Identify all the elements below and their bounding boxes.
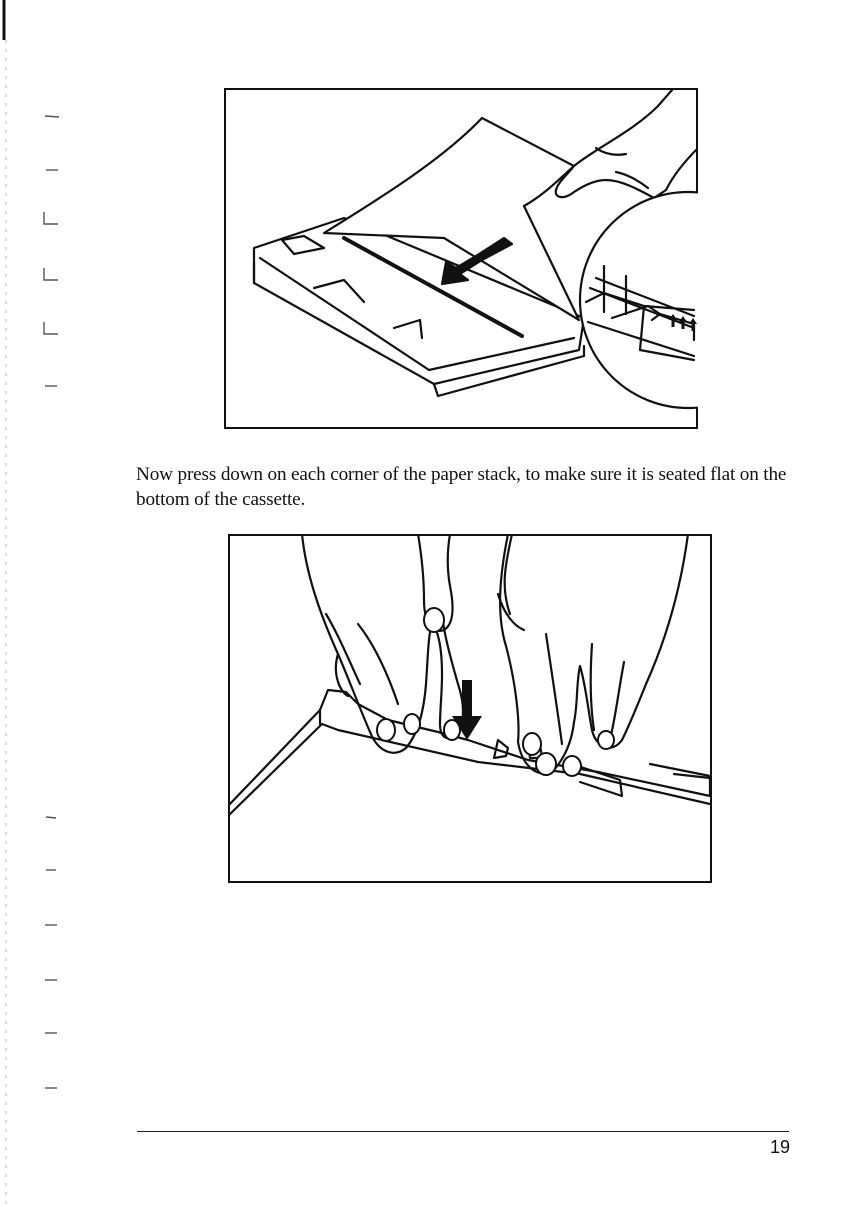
loading-paper-into-cassette-illustration	[224, 88, 698, 429]
footer-rule	[137, 1131, 789, 1132]
pressing-paper-stack-corners-illustration	[228, 534, 712, 883]
binding-edge-marks	[0, 0, 70, 1207]
instruction-caption: Now press down on each corner of the paper stack, to make sure it is seated flat on the bottom of the cassette.	[136, 464, 787, 510]
page-number: 19	[769, 1137, 790, 1157]
